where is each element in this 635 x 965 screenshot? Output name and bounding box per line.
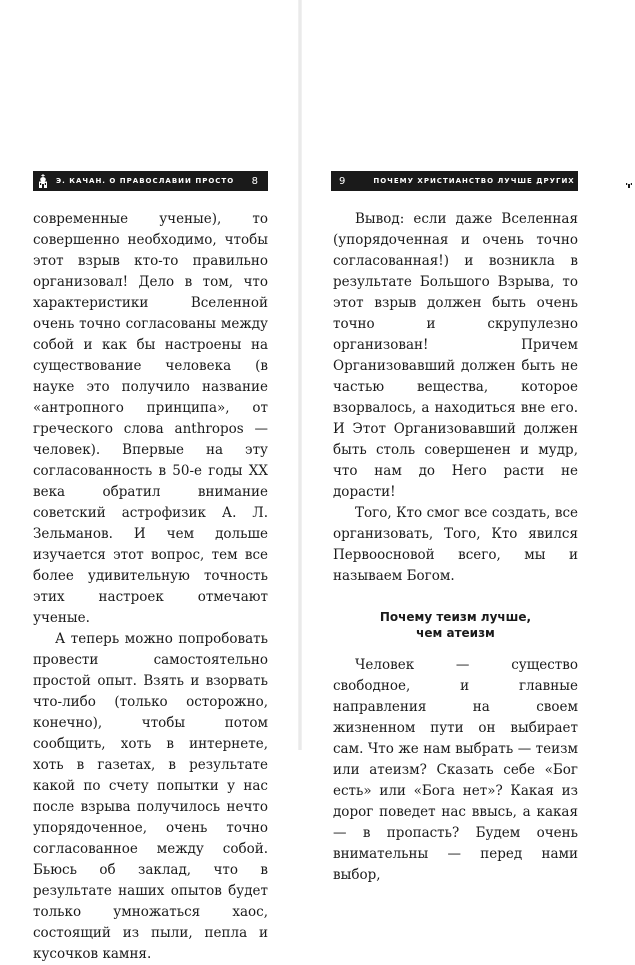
right-header-title: ПОЧЕМУ ХРИСТИАНСТВО ЛУЧШЕ ДРУГИХ РЕЛИГИЙ — [373, 177, 623, 185]
right-page — [302, 0, 623, 883]
section-heading-line-2: чем атеизм — [416, 626, 495, 640]
left-page — [0, 0, 298, 962]
left-paragraph-1: современные ученые), то совершенно необходимо, чтобы этот взрыв кто-то правильно организовал! Дело в том, что характеристики Вселенной очень точно согласованы между собой и как бы настроены на существование человека (в науке это получило название «антропного принципа», от греческого слова anthropos — человек). Впервые на эту согласованность в 50-е годы XX века обратил внимание советский астрофизик А. Л. Зельманов. И чем дольше изучается этот вопрос, тем все более удивительную точность этих настроек отмечают ученые. — [33, 211, 268, 626]
left-page-number: 8 — [251, 175, 258, 187]
left-running-header — [33, 171, 268, 191]
right-paragraph-1: Вывод: если даже Вселенная (упорядоченная и очень точно согласованная!) и возникла в результате Большого Взрыва, то этот взрыв должен быть очень точно и скрупулезно организован! Причем Организовавший должен быть не частью вещества, которое взорвалось, а находиться вне его. И Этот Организовавший должен быть столь совершенен и мудр, что нам до Него расти не дорасти! — [333, 211, 578, 500]
right-body-text — [333, 209, 578, 886]
right-paragraph-2: Того, Кто смог все создать, все организовать, Того, Кто явился Первоосновой всего, мы и называем Богом. — [333, 505, 578, 584]
left-header-title: Э. КАЧАН. О ПРАВОСЛАВИИ ПРОСТО — [56, 177, 235, 185]
left-paragraph-2: А теперь можно попробовать провести самостоятельно простой опыт. Взять и взорвать что-либо (только осторожно, конечно), чтобы потом сообщить, хоть в интернете, хоть в газетах, в результате какой по счету попытки у нас после взрыва получилось нечто упорядоченное, очень точно согласованное между собой. Бьюсь об заклад, что в результате наших опытов будет только умножаться хаос, состоящий из пыли, пепла и кусочков камня. — [33, 631, 268, 962]
right-page-number: 9 — [339, 175, 346, 187]
section-heading-line-1: Почему теизм лучше, — [379, 610, 532, 624]
left-body-text — [33, 209, 268, 965]
right-paragraph-3: Человек — существо свободное, и главные направления на своем жизненном пути он выбирает сам. Что же нам выбрать — теизм или атеизм? Сказать себе «Бог есть» или «Бога нет»? Какая из дорог поведет нас ввысь, а какая — в пропасть? Будем очень внимательны — перед нами выбор, — [333, 657, 578, 883]
section-heading — [333, 609, 578, 641]
orthodox-church-icon — [36, 173, 50, 189]
orthodox-church-icon — [623, 173, 635, 189]
right-running-header — [331, 171, 623, 191]
